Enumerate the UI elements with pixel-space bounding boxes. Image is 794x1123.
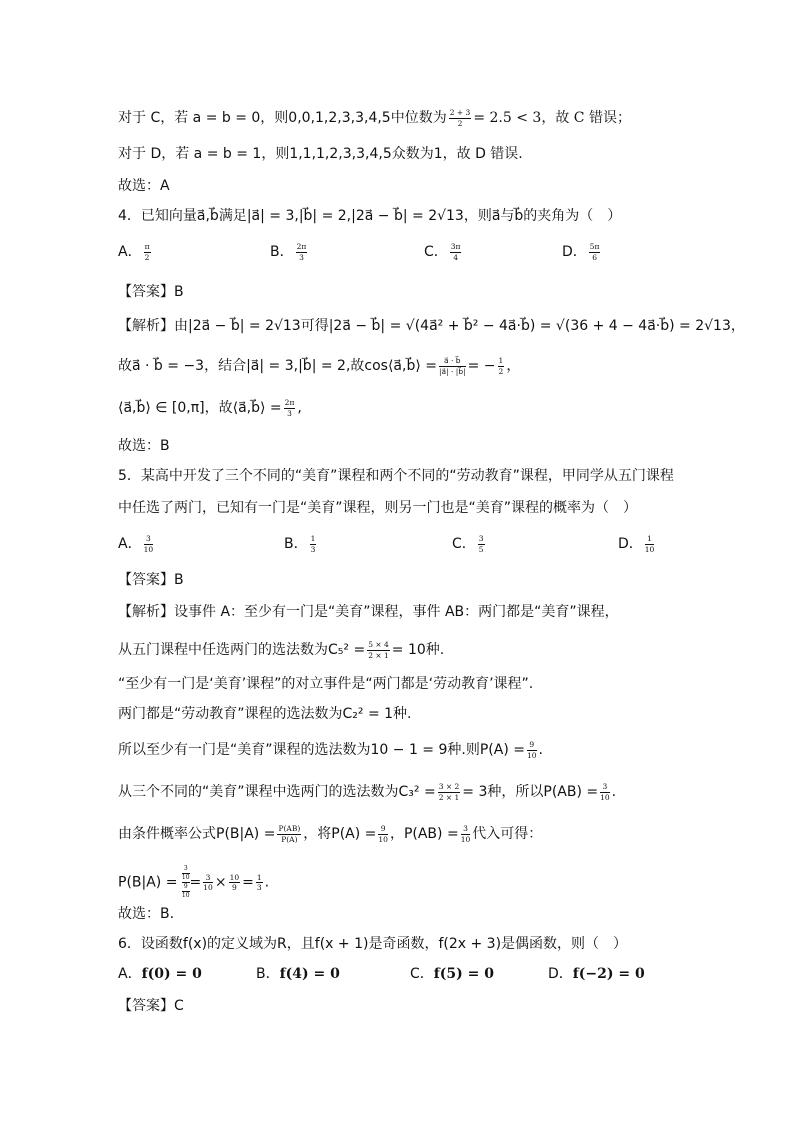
option-label: C． [410,966,434,982]
option-fraction [589,243,601,261]
q5-solution-line-6 [118,782,616,802]
option-label: B． [256,966,280,982]
q5-solution-8-pre: P(B|A) = [118,874,178,891]
q4-solution-3-end: , [297,400,302,416]
option-numerator: π [144,242,150,251]
option-fraction [310,535,317,553]
q5-solution-6-mid: = 3种，所以P(AB) = [462,784,599,800]
q5-solution-5-pre: 所以至少有一门是“美育”课程的选法数为10 − 1 = 9种.则P(A) = [118,742,525,758]
c-analysis-tail: = 2.5 < 3，故 C 错误； [473,110,631,126]
q5-stem-line-2 [118,498,637,518]
option-numerator: 5π [589,242,600,251]
option-label: A． [118,966,142,982]
q5-solution-6-pre: 从三个不同的“美育”课程中选两门的选法数为C₃² = [118,784,436,800]
q5-solution-1-text: 【解析】设事件 A：至少有一门是“美育”课程，事件 AB：两门都是“美育”课程， [118,604,619,620]
option-label: A． [118,244,142,260]
option-label: B． [270,244,294,260]
q5-solution-8-times: × [214,874,227,891]
q5-solution-line-7 [118,824,542,844]
q5-solution-8-end: . [264,874,270,891]
q5-pa-fraction: $\frac{9}{10}$ [526,740,537,760]
option-fraction [144,535,154,553]
q5-pa-fraction-2: $\frac{9}{10}$ [378,824,388,844]
q4-angle-fraction: $\frac{2\pi}{3}$ [284,398,295,418]
option-denominator: 5 [478,544,484,554]
q4-option-c [424,242,463,262]
q6-option-d [548,964,645,984]
q5-result-a-fraction: $\frac{3}{10}$ [203,872,213,892]
select-a-line [118,176,170,196]
q5-stem-1-text: 5．某高中开发了三个不同的“美育”课程和两个不同的“劳动教育”课程，甲同学从五门课程 [118,468,674,484]
option-numerator: 3 [478,534,484,543]
q5-solution-line-5 [118,740,543,760]
q5-solution-7-mid: ，将P(A) = [303,826,377,842]
option-text: f(−2) = 0 [572,966,645,982]
q5-solution-2-pre: 从五门课程中任选两门的选法数为C₅² = [118,642,366,658]
c-median-fraction: $\frac{2 + 3}{2}$ [449,108,471,128]
q4-solution-2-mid: = − [467,358,496,374]
c-analysis-line [118,108,631,128]
option-label: C． [452,536,476,552]
q4-option-a [118,242,153,262]
q4-solution-line-3 [118,398,302,418]
option-text: f(0) = 0 [141,966,202,982]
option-label: A． [118,536,142,552]
q5-solution-line-3 [118,674,533,694]
option-numerator: 3 [144,535,154,545]
option-denominator: 4 [453,252,459,262]
d-analysis-text: 对于 D，若 a = b = 1，则1,1,1,2,3,3,4,5众数为1，故 D 错误. [118,146,523,162]
option-denominator: 2 [144,252,150,262]
option-denominator: 3 [299,252,304,262]
q5-select-text: 故选：B. [118,906,175,922]
q4-option-b [270,242,309,262]
q5-solution-2-end: = 10种. [391,642,445,658]
q5-c52-fraction: $\frac{5 \times 4}{2 \times 1}$ [368,640,389,660]
q4-solution-line-1 [118,316,745,336]
c-analysis-text: 对于 C，若 a = b = 0，则0,0,1,2,3,3,4,5中位数为 [118,110,447,126]
option-numerator: 3π [450,242,461,251]
q5-compound-bottom: $\frac{9}{10}$ [181,883,190,899]
q4-answer [118,282,184,302]
q5-solution-line-4 [118,704,412,724]
q6-option-a [118,964,202,984]
q4-option-d [562,242,602,262]
q5-result-b-fraction: $\frac{10}{9}$ [229,872,240,892]
q4-solution-2-pre: 故a⃗ · b⃗ = −3，结合|a⃗| = 3,|b⃗| = 2,故cos⟨a⃗,b⃗⟩ = [118,358,437,374]
q5-solution-line-8 [118,866,269,899]
option-denominator: 6 [592,252,598,262]
option-denominator: 10 [644,544,655,554]
q5-option-b [284,534,318,554]
option-denominator: 10 [143,544,154,554]
option-label: B． [284,536,308,552]
q5-compound-top: $\frac{3}{10}$ [181,865,190,881]
q6-stem-text: 6．设函数f(x)的定义域为R，且f(x + 1)是奇函数，f(2x + 3)是偶函数，则（ ） [118,936,628,952]
q5-pab-fraction-2: $\frac{3}{10}$ [460,824,471,844]
q4-stem-text: 4．已知向量a⃗,b⃗满足|a⃗| = 3,|b⃗| = 2,|2a⃗ − b⃗| = 2√13，则a⃗与b⃗的夹角为（ ） [118,208,622,224]
q5-option-d [618,534,656,554]
option-fraction [296,243,308,261]
option-label: D． [548,966,573,982]
q4-stem [118,206,621,226]
option-numerator: 1 [645,535,655,545]
d-analysis-line [118,144,523,164]
q5-option-c [452,534,487,554]
q4-cos-fraction: $\frac{a⃗ \cdot b⃗}{|a⃗| \cdot |b⃗|}$ [438,356,466,376]
option-label: C． [424,244,448,260]
q5-result-c-fraction: $\frac{1}{3}$ [256,872,262,892]
q5-solution-5-end: . [538,742,543,758]
q4-answer-text: 【答案】B [118,284,184,300]
option-denominator: 3 [310,544,316,554]
q4-solution-1-text: 【解析】由|2a⃗ − b⃗| = 2√13可得|2a⃗ − b⃗| = √(4a⃗² + b⃗² − 4a⃗·b⃗) = √(36 + 4 − 4a⃗·b⃗) = 2√13， [118,318,745,334]
q4-select-line [118,436,170,456]
q5-option-a [118,534,155,554]
option-fraction [478,535,485,553]
q5-solution-7-end: 代入可得： [472,826,543,842]
q4-half-fraction: $\frac{1}{2}$ [498,356,504,376]
option-fraction [144,243,151,261]
option-label: D． [562,244,587,260]
q5-pab-fraction: $\frac{3}{10}$ [600,782,610,802]
q4-solution-line-2 [118,356,520,376]
q5-solution-line-1 [118,602,619,622]
q5-solution-4-text: 两门都是“劳动教育”课程的选法数为C₂² = 1种. [118,706,412,722]
q4-solution-2-end: ， [506,358,521,374]
option-fraction [645,535,655,553]
q5-select-line [118,904,174,924]
option-numerator: 2π [296,242,307,251]
q4-solution-3-pre: ⟨a⃗,b⃗⟩ ∈ [0,π]，故⟨a⃗,b⃗⟩ = [118,400,282,416]
q5-solution-3-text: “至少有一门是‘美育’课程”的对立事件是“两门都是‘劳动教育’课程”. [118,676,534,692]
select-a-text: 故选：A [118,178,170,194]
q5-solution-line-2 [118,640,444,660]
option-label: D． [618,536,643,552]
q5-solution-8-eq: = [189,874,202,891]
q5-stem-line-1 [118,466,674,486]
q6-option-c [410,964,494,984]
q5-answer [118,570,184,590]
option-numerator: 1 [310,534,316,543]
q6-answer-text: 【答案】C [118,998,184,1014]
q5-solution-7-mid2: ，P(AB) = [389,826,459,842]
q4-select-text: 故选：B [118,438,170,454]
q5-solution-6-end: . [611,784,617,800]
q5-cond-prob-fraction: $\frac{P(AB)}{P(A)}$ [278,824,301,844]
q5-solution-7-pre: 由条件概率公式P(B|A) = [118,826,276,842]
option-text: f(4) = 0 [279,966,340,982]
option-text: f(5) = 0 [433,966,495,982]
q5-stem-2-text: 中任选了两门，已知有一门是“美育”课程，则另一门也是“美育”课程的概率为（ ） [118,500,638,516]
option-fraction [450,243,462,261]
q5-solution-8-eq2: = [242,874,254,891]
q5-c32-fraction: $\frac{3 \times 2}{2 \times 1}$ [438,782,460,802]
q6-answer [118,996,184,1016]
q6-stem [118,934,627,954]
q5-compound-fraction [182,866,190,899]
q5-answer-text: 【答案】B [118,572,184,588]
q6-option-b [256,964,340,984]
